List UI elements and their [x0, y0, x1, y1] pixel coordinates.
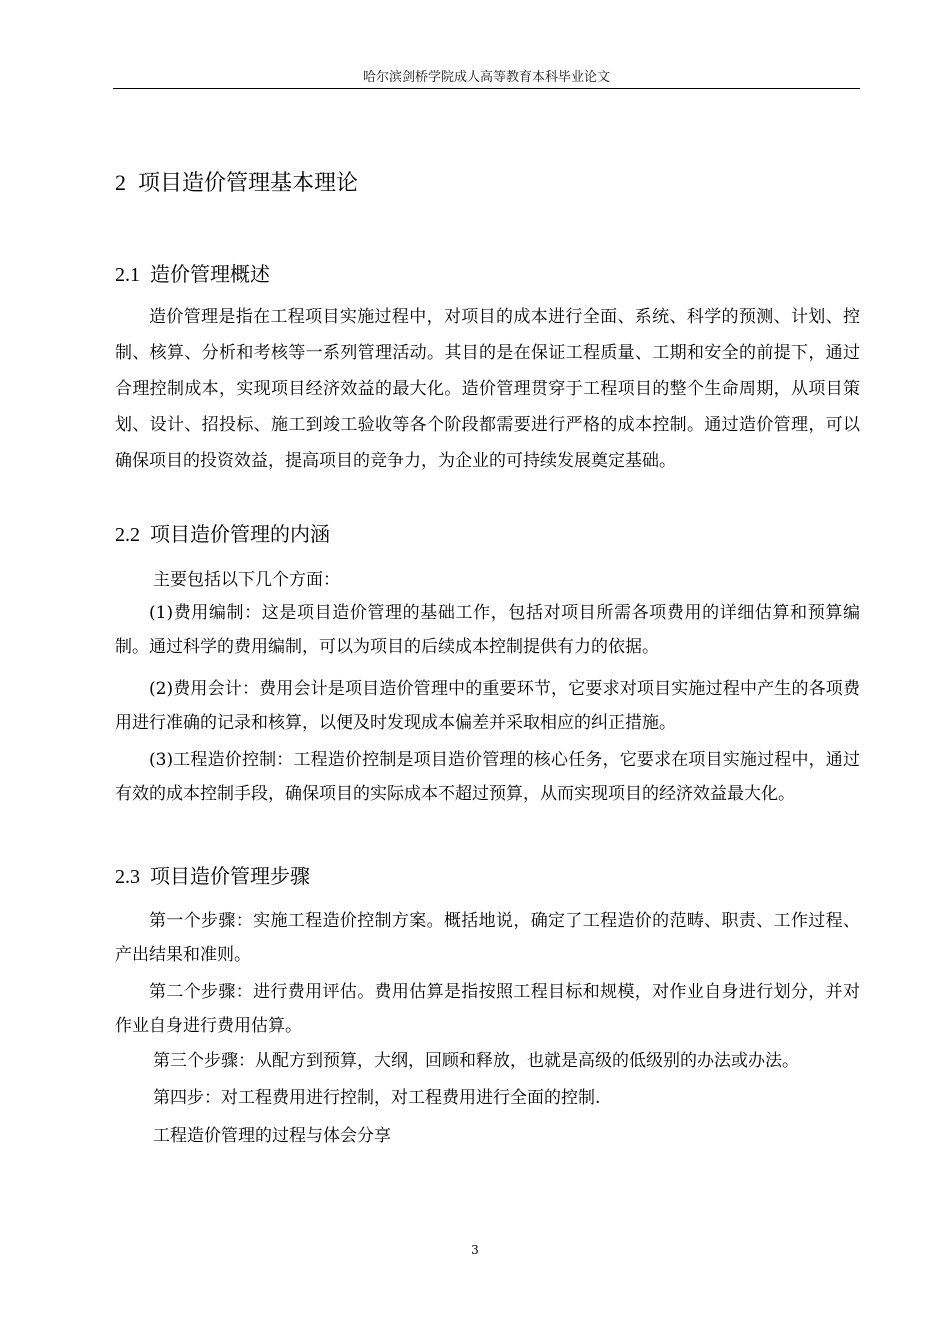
step-paragraph: 第一个步骤：实施工程造价控制方案。概括地说，确定了工程造价的范畴、职责、工作过程、产出结果和准则。 [115, 911, 860, 965]
list-item-paragraph: (2)费用会计：费用会计是项目造价管理中的重要环节，它要求对项目实施过程中产生的各项费用进行准确的记录和核算，以便及时发现成本偏差并采取相应的纠正措施。 [115, 679, 860, 733]
section-number: 2.2 [115, 524, 140, 546]
section-intro: 主要包括以下几个方面： [153, 570, 340, 590]
section-heading-2-2 [115, 518, 330, 547]
chapter-number: 2 [115, 170, 126, 195]
section-heading-2-1 [115, 258, 270, 287]
section-number: 2.3 [115, 866, 140, 888]
page-number: 3 [471, 1243, 479, 1257]
step-line: 第四步：对工程费用进行控制，对工程费用进行全面的控制. [153, 1088, 601, 1108]
section-title: 造价管理概述 [150, 262, 270, 286]
step-paragraph: 第二个步骤：进行费用评估。费用估算是指按照工程目标和规模，对作业自身进行划分，并对作业自身进行费用估算。 [115, 982, 860, 1036]
list-item-paragraph: (1)费用编制：这是项目造价管理的基础工作，包括对项目所需各项费用的详细估算和预算编制。通过科学的费用编制，可以为项目的后续成本控制提供有力的依据。 [115, 603, 860, 657]
step-line: 第三个步骤：从配方到预算，大纲，回顾和释放，也就是高级的低级别的办法或办法。 [153, 1051, 799, 1071]
list-item-paragraph: (3)工程造价控制：工程造价控制是项目造价管理的核心任务，它要求在项目实施过程中，通过有效的成本控制手段，确保项目的实际成本不超过预算，从而实现项目的经济效益最大化。 [115, 750, 860, 804]
section-number: 2.1 [115, 264, 140, 286]
section-heading-2-3 [115, 860, 310, 889]
body-paragraph: 造价管理是指在工程项目实施过程中，对项目的成本进行全面、系统、科学的预测、计划、控制、核算、分析和考核等一系列管理活动。其目的是在保证工程质量、工期和安全的前提下，通过合理控制成本，实现项目经济效益的最大化。造价管理贯穿于工程项目的整个生命周期，从项目策划、设计、招投标、施工到竣工验收等各个阶段都需要进行严格的成本控制。通过造价管理，可以确保项目的投资效益，提高项目的竞争力，为企业的可持续发展奠定基础。 [115, 307, 860, 471]
step-line: 工程造价管理的过程与体会分享 [153, 1126, 391, 1146]
chapter-heading [115, 166, 358, 197]
section-title: 项目造价管理的内涵 [150, 522, 330, 546]
page-header: 哈尔滨剑桥学院成人高等教育本科毕业论文 [362, 70, 610, 85]
section-title: 项目造价管理步骤 [150, 864, 310, 888]
header-rule [113, 88, 860, 89]
chapter-title: 项目造价管理基本理论 [138, 171, 359, 196]
